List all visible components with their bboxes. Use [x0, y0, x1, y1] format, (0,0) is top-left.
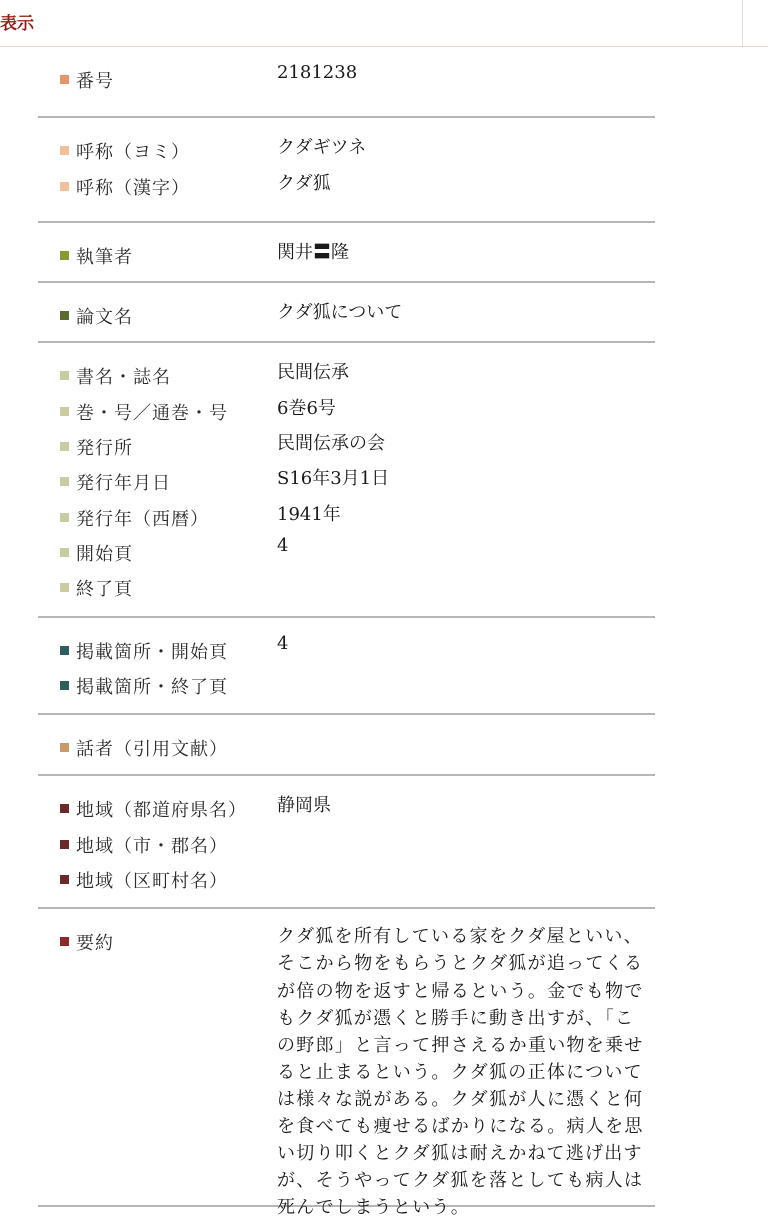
field-author [38, 243, 655, 278]
field-label: 論文名 [76, 307, 133, 329]
square-bullet-icon [60, 477, 69, 486]
square-bullet-icon [60, 646, 69, 655]
field-label: 開始頁 [76, 543, 133, 565]
field-value: 4 [277, 534, 289, 556]
field-label: 執筆者 [76, 246, 133, 268]
square-bullet-icon [60, 548, 69, 557]
field-value: クダギツネ [277, 137, 367, 159]
square-bullet-icon [60, 840, 69, 849]
field-label: 番号 [76, 71, 114, 92]
group-location [38, 618, 655, 716]
square-bullet-icon [60, 513, 69, 522]
field-label: 呼称（ヨミ） [76, 142, 190, 164]
field-value: 関井〓隆 [277, 241, 349, 263]
square-bullet-icon [60, 75, 69, 84]
field-summary [38, 926, 655, 1219]
group-publication [38, 343, 655, 617]
field-yomi [38, 138, 655, 173]
header-divider [742, 0, 743, 46]
field-value: 民間伝承 [277, 362, 349, 384]
group-summary [38, 909, 655, 1219]
square-bullet-icon [60, 146, 69, 155]
field-value: 1941年 [277, 503, 341, 525]
square-bullet-icon [60, 407, 69, 416]
square-bullet-icon [60, 583, 69, 592]
field-label: 発行年月日 [76, 473, 171, 495]
field-label: 地域（市・郡名） [76, 835, 228, 857]
page-header [0, 0, 768, 47]
field-town [38, 867, 655, 902]
square-bullet-icon [60, 875, 69, 884]
field-label: 呼称（漢字） [76, 177, 190, 199]
square-bullet-icon [60, 804, 69, 813]
field-loc-end [38, 673, 655, 708]
field-kanji [38, 174, 655, 209]
field-value: 4 [277, 632, 289, 654]
field-label: 発行年（西暦） [76, 508, 209, 530]
field-label: 終了頁 [76, 579, 133, 601]
field-prefecture [38, 796, 655, 831]
field-label: 発行所 [76, 438, 133, 460]
group-name [38, 118, 655, 223]
field-value: 民間伝承の会 [277, 433, 385, 455]
field-value: 静岡県 [277, 795, 331, 817]
field-pub-year [38, 505, 655, 540]
square-bullet-icon [60, 681, 69, 690]
field-value: クダ狐について [277, 302, 403, 324]
field-label: 地域（都道府県名） [76, 800, 247, 822]
group-number [38, 47, 655, 118]
square-bullet-icon [60, 743, 69, 752]
square-bullet-icon [60, 442, 69, 451]
square-bullet-icon [60, 251, 69, 260]
field-label: 話者（引用文献） [76, 739, 228, 761]
square-bullet-icon [60, 937, 69, 946]
field-city [38, 832, 655, 867]
field-end-page [38, 575, 655, 610]
field-number [38, 62, 655, 102]
field-pub-date [38, 469, 655, 504]
field-value: 2181238 [277, 62, 358, 83]
field-loc-start [38, 632, 655, 673]
field-value: S16年3月1日 [277, 468, 390, 490]
field-label: 地域（区町村名） [76, 871, 228, 893]
field-label: 要約 [76, 933, 114, 955]
field-label: 巻・号／通巻・号 [76, 402, 228, 424]
field-label: 掲載箇所・終了頁 [76, 676, 228, 698]
group-narrator [38, 715, 655, 776]
field-book [38, 363, 655, 398]
field-paper [38, 303, 655, 338]
page-title: 表示 [0, 14, 34, 34]
group-paper [38, 283, 655, 343]
record-detail [38, 47, 766, 1219]
field-start-page [38, 534, 655, 575]
square-bullet-icon [60, 182, 69, 191]
field-label: 書名・誌名 [76, 367, 171, 389]
group-author [38, 223, 655, 283]
square-bullet-icon [60, 311, 69, 320]
field-label: 掲載箇所・開始頁 [76, 641, 228, 663]
square-bullet-icon [60, 371, 69, 380]
field-value: 6巻6号 [277, 397, 336, 419]
field-value: クダ狐 [277, 172, 331, 194]
group-region [38, 776, 655, 909]
summary-text: クダ狐を所有している家をクダ屋といい、そこから物をもらうとクダ狐が追ってくるが倍の物を返すと帰るという。金でも物でもクダ狐が憑くと勝手に動き出すが、「この野郎」と言って押さえるか重い物を乗せると止まるという。クダ狐の正体については様々な説がある。クダ狐が人に憑くと何を食べても痩せるばかりになる。病人を思い切り叩くとクダ狐は耐えかねて逃げ出すが、そうやってクダ狐を落としても病人は死んでしまうという。 [277, 926, 644, 1219]
field-narrator [38, 735, 655, 770]
